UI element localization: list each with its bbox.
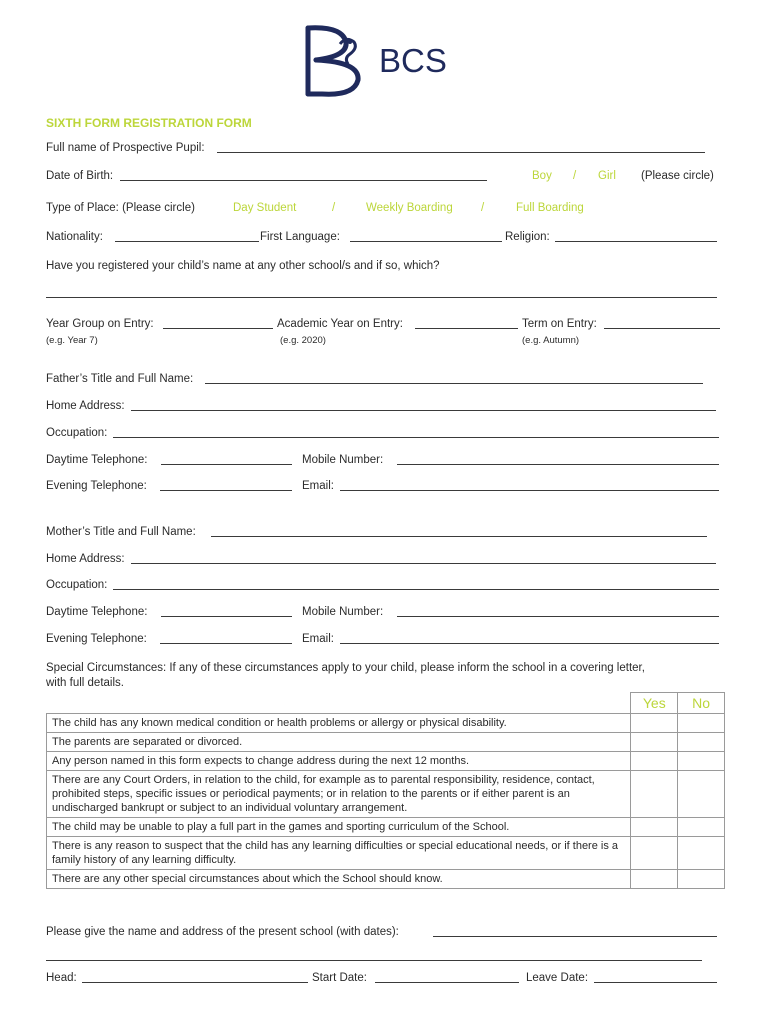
present-school-label: Please give the name and address of the present school (with dates): — [46, 926, 399, 938]
academic-year-label: Academic Year on Entry: — [277, 318, 403, 330]
father-mobile-field[interactable] — [397, 464, 719, 465]
year-group-label: Year Group on Entry: — [46, 318, 154, 330]
father-home-address-label: Home Address: — [46, 400, 125, 412]
other-schools-question: Have you registered your child’s name at any other school/s and if so, which? — [46, 260, 440, 272]
mother-email-field[interactable] — [340, 643, 719, 644]
father-mobile-label: Mobile Number: — [302, 454, 384, 466]
term-example: (e.g. Autumn) — [522, 335, 580, 346]
nationality-field[interactable] — [115, 241, 259, 242]
mother-mobile-label: Mobile Number: — [302, 606, 384, 618]
father-evening-phone-field[interactable] — [160, 490, 292, 491]
circumstance-text: The child may be unable to play a full part in the games and sporting curriculum of the School. — [47, 818, 631, 837]
term-label: Term on Entry: — [522, 318, 597, 330]
option-weekly-boarding[interactable]: Weekly Boarding — [366, 202, 453, 214]
father-daytime-phone-label: Daytime Telephone: — [46, 454, 148, 466]
father-daytime-phone-field[interactable] — [161, 464, 292, 465]
mother-home-address-field[interactable] — [131, 563, 716, 564]
religion-label: Religion: — [505, 231, 550, 243]
father-name-field[interactable] — [205, 383, 703, 384]
father-email-field[interactable] — [340, 490, 719, 491]
mother-occupation-field[interactable] — [113, 589, 719, 590]
mother-mobile-field[interactable] — [397, 616, 719, 617]
no-cell[interactable] — [678, 771, 725, 818]
yes-cell[interactable] — [631, 870, 678, 889]
table-row — [47, 818, 725, 837]
father-name-label: Father’s Title and Full Name: — [46, 373, 194, 385]
leave-date-field[interactable] — [594, 982, 717, 983]
option-boy[interactable]: Boy — [532, 170, 552, 182]
special-circ-intro-line1: Special Circumstances: If any of these circumstances apply to your child, please inform the school in a covering letter, — [46, 662, 645, 674]
start-date-field[interactable] — [375, 982, 519, 983]
circumstance-text: There are any Court Orders, in relation to the child, for example as to parental responsibility, residence, contact, prohibited steps, specific issues or periodical payments; or in relation to the parents or if either parent is an undischarged bankrupt or subject to an individual voluntary arrangement. — [47, 771, 631, 818]
mother-daytime-phone-field[interactable] — [161, 616, 292, 617]
leave-date-label: Leave Date: — [526, 972, 589, 984]
mother-email-label: Email: — [302, 633, 334, 645]
form-title: SIXTH FORM REGISTRATION FORM — [46, 116, 252, 130]
mother-home-address-label: Home Address: — [46, 553, 125, 565]
table-header-row — [47, 693, 725, 714]
father-home-address-field[interactable] — [131, 410, 716, 411]
father-occupation-field[interactable] — [113, 437, 719, 438]
year-group-example: (e.g. Year 7) — [46, 335, 98, 346]
separator: / — [573, 170, 577, 182]
other-schools-field[interactable] — [46, 297, 717, 298]
no-cell[interactable] — [678, 818, 725, 837]
academic-year-field[interactable] — [415, 328, 518, 329]
present-school-field[interactable] — [433, 936, 717, 937]
year-group-field[interactable] — [163, 328, 273, 329]
full-name-label: Full name of Prospective Pupil: — [46, 142, 205, 154]
table-header-blank — [47, 693, 631, 714]
yes-column-header: Yes — [631, 693, 678, 714]
yes-cell[interactable] — [631, 714, 678, 733]
logo-text: BCS — [379, 42, 447, 79]
no-cell[interactable] — [678, 870, 725, 889]
table-row — [47, 870, 725, 889]
no-cell[interactable] — [678, 837, 725, 870]
term-field[interactable] — [604, 328, 720, 329]
no-cell[interactable] — [678, 733, 725, 752]
present-school-field-line2[interactable] — [46, 960, 702, 961]
yes-cell[interactable] — [631, 771, 678, 818]
type-of-place-label: Type of Place: (Please circle) — [46, 202, 195, 214]
separator: / — [481, 202, 485, 214]
father-evening-phone-label: Evening Telephone: — [46, 480, 147, 492]
yes-cell[interactable] — [631, 837, 678, 870]
dob-label: Date of Birth: — [46, 170, 114, 182]
religion-field[interactable] — [555, 241, 717, 242]
table-row — [47, 771, 725, 818]
head-field[interactable] — [82, 982, 308, 983]
no-cell[interactable] — [678, 714, 725, 733]
yes-cell[interactable] — [631, 733, 678, 752]
table-row — [47, 714, 725, 733]
no-cell[interactable] — [678, 752, 725, 771]
father-email-label: Email: — [302, 480, 334, 492]
table-row — [47, 733, 725, 752]
school-logo — [302, 24, 462, 98]
special-circumstances-table — [46, 692, 725, 889]
dob-field[interactable] — [120, 180, 487, 181]
mother-evening-phone-label: Evening Telephone: — [46, 633, 147, 645]
first-language-label: First Language: — [260, 231, 340, 243]
option-girl[interactable]: Girl — [598, 170, 616, 182]
bcs-monogram-icon — [302, 24, 377, 98]
mother-name-field[interactable] — [211, 536, 707, 537]
circumstance-text: The parents are separated or divorced. — [47, 733, 631, 752]
father-occupation-label: Occupation: — [46, 427, 108, 439]
start-date-label: Start Date: — [312, 972, 367, 984]
special-circ-intro-line2: with full details. — [46, 677, 124, 689]
circumstance-text: There is any reason to suspect that the child has any learning difficulties or special educational needs, or if there is a family history of any learning difficulty. — [47, 837, 631, 870]
yes-cell[interactable] — [631, 752, 678, 771]
mother-occupation-label: Occupation: — [46, 579, 108, 591]
option-full-boarding[interactable]: Full Boarding — [516, 202, 584, 214]
nationality-label: Nationality: — [46, 231, 103, 243]
mother-daytime-phone-label: Daytime Telephone: — [46, 606, 148, 618]
yes-cell[interactable] — [631, 818, 678, 837]
mother-name-label: Mother’s Title and Full Name: — [46, 526, 196, 538]
separator: / — [332, 202, 336, 214]
head-label: Head: — [46, 972, 77, 984]
circumstance-text: Any person named in this form expects to change address during the next 12 months. — [47, 752, 631, 771]
full-name-field[interactable] — [217, 152, 705, 153]
circumstance-text: The child has any known medical condition or health problems or allergy or physical disability. — [47, 714, 631, 733]
first-language-field[interactable] — [350, 241, 502, 242]
mother-evening-phone-field[interactable] — [160, 643, 292, 644]
table-row — [47, 752, 725, 771]
circumstance-text: There are any other special circumstances about which the School should know. — [47, 870, 631, 889]
please-circle-note: (Please circle) — [641, 170, 714, 182]
table-row — [47, 837, 725, 870]
no-column-header: No — [678, 693, 725, 714]
academic-year-example: (e.g. 2020) — [280, 335, 326, 346]
option-day-student[interactable]: Day Student — [233, 202, 297, 214]
